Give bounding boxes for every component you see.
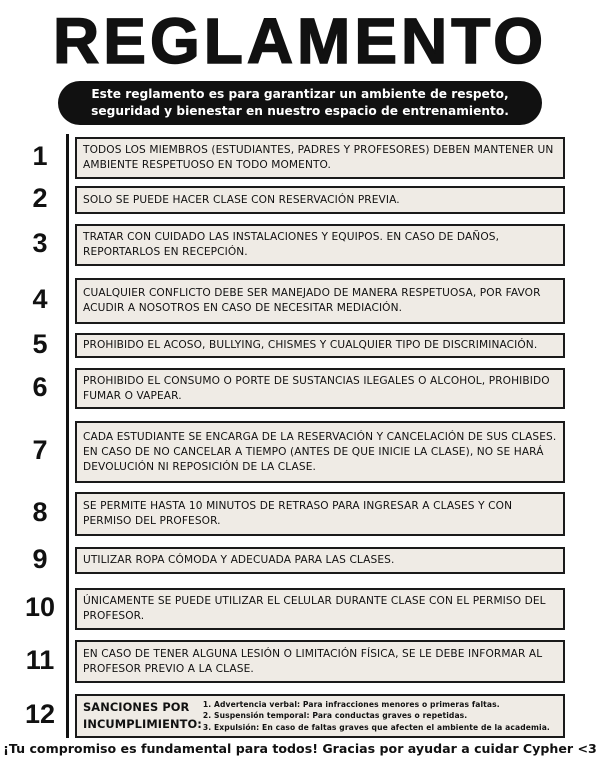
- rule-box: [75, 368, 565, 409]
- rule-box: [75, 492, 565, 536]
- rule-box: [75, 137, 565, 179]
- rule-box: [75, 588, 565, 630]
- rule-number: 10: [24, 592, 56, 622]
- rule-text: CADA ESTUDIANTE SE ENCARGA DE LA RESERVACIÓN Y CANCELACIÓN DE SUS CLASES. EN CASO DE NO CANCELAR A TIEMPO (ANTES DE QUE INICIE LA CLASE), NO SE HARÁ DEVOLUCIÓN NI REPOSICIÓN DE LA CLASE.: [83, 430, 557, 473]
- rule-box: [75, 278, 565, 324]
- rule-text: UTILIZAR ROPA CÓMODA Y ADECUADA PARA LAS CLASES.: [83, 554, 395, 566]
- rule-number: 5: [32, 328, 48, 359]
- rule-number: 3: [32, 228, 48, 258]
- sanctions-box: [75, 694, 565, 738]
- sanction-item: 1. Advertencia verbal: Para infracciones menores o primeras faltas.: [214, 699, 550, 711]
- rule-text: SOLO SE PUEDE HACER CLASE CON RESERVACIÓN PREVIA.: [83, 193, 400, 206]
- rule-number: 4: [32, 284, 48, 314]
- rule-text: PROHIBIDO EL ACOSO, BULLYING, CHISMES Y CUALQUIER TIPO DE DISCRIMINACIÓN.: [83, 339, 538, 351]
- rule-number: 2: [32, 183, 48, 213]
- rule-text: PROHIBIDO EL CONSUMO O PORTE DE SUSTANCIAS ILEGALES O ALCOHOL, PROHIBIDO FUMAR O VAPEAR.: [83, 374, 550, 402]
- intro-banner: [58, 81, 542, 125]
- rule-number: 9: [32, 543, 48, 574]
- page-title: REGLAMENTO: [53, 5, 547, 77]
- sanction-item: 3. Expulsión: En caso de faltas graves que afecten el ambiente de la academia.: [214, 722, 550, 734]
- rule-text: TRATAR CON CUIDADO LAS INSTALACIONES Y EQUIPOS. EN CASO DE DAÑOS, REPORTARLOS EN RECEPCIÓN.: [83, 231, 500, 258]
- divider-line: [66, 134, 69, 738]
- rule-number: 1: [32, 141, 48, 171]
- rule-box: [75, 547, 565, 574]
- rule-box: [75, 421, 565, 483]
- rule-text: EN CASO DE TENER ALGUNA LESIÓN O LIMITACIÓN FÍSICA, SE LE DEBE INFORMAR AL PROFESOR PREVIO A LA CLASE.: [83, 647, 543, 675]
- rule-text: SE PERMITE HASTA 10 MINUTOS DE RETRASO PARA INGRESAR A CLASES Y CON PERMISO DEL PROFESOR.: [83, 500, 513, 527]
- sanctions-label: SANCIONES POR INCUMPLIMIENTO:: [83, 700, 202, 731]
- rule-text: ÚNICAMENTE SE PUEDE UTILIZAR EL CELULAR DURANTE CLASE CON EL PERMISO DEL PROFESOR.: [83, 595, 546, 622]
- rule-number: 8: [32, 497, 48, 527]
- sanctions-list: [198, 699, 550, 734]
- rule-box: [75, 186, 565, 214]
- footer-message: ¡Tu compromiso es fundamental para todos! Gracias por ayudar a cuidar Cypher <3: [3, 741, 597, 756]
- rule-number: 11: [25, 644, 55, 675]
- intro-text: Este reglamento es para garantizar un ambiente de respeto, seguridad y bienestar en nuestro espacio de entrenamiento.: [91, 87, 509, 118]
- rule-box: [75, 224, 565, 266]
- rule-number: 12: [24, 699, 56, 729]
- rule-text: CUALQUIER CONFLICTO DEBE SER MANEJADO DE MANERA RESPETUOSA, POR FAVOR ACUDIR A NOSOTROS EN CASO DE NECESITAR MEDIACIÓN.: [83, 287, 541, 314]
- rule-text: TODOS LOS MIEMBROS (ESTUDIANTES, PADRES Y PROFESORES) DEBEN MANTENER UN AMBIENTE RESPETUOSO EN TODO MOMENTO.: [83, 144, 554, 171]
- rule-number: 7: [32, 435, 48, 465]
- sanction-item: 2. Suspensión temporal: Para conductas graves o repetidas.: [214, 710, 550, 722]
- rule-box: [75, 640, 565, 683]
- rule-number: 6: [32, 371, 48, 402]
- rule-box: [75, 333, 565, 358]
